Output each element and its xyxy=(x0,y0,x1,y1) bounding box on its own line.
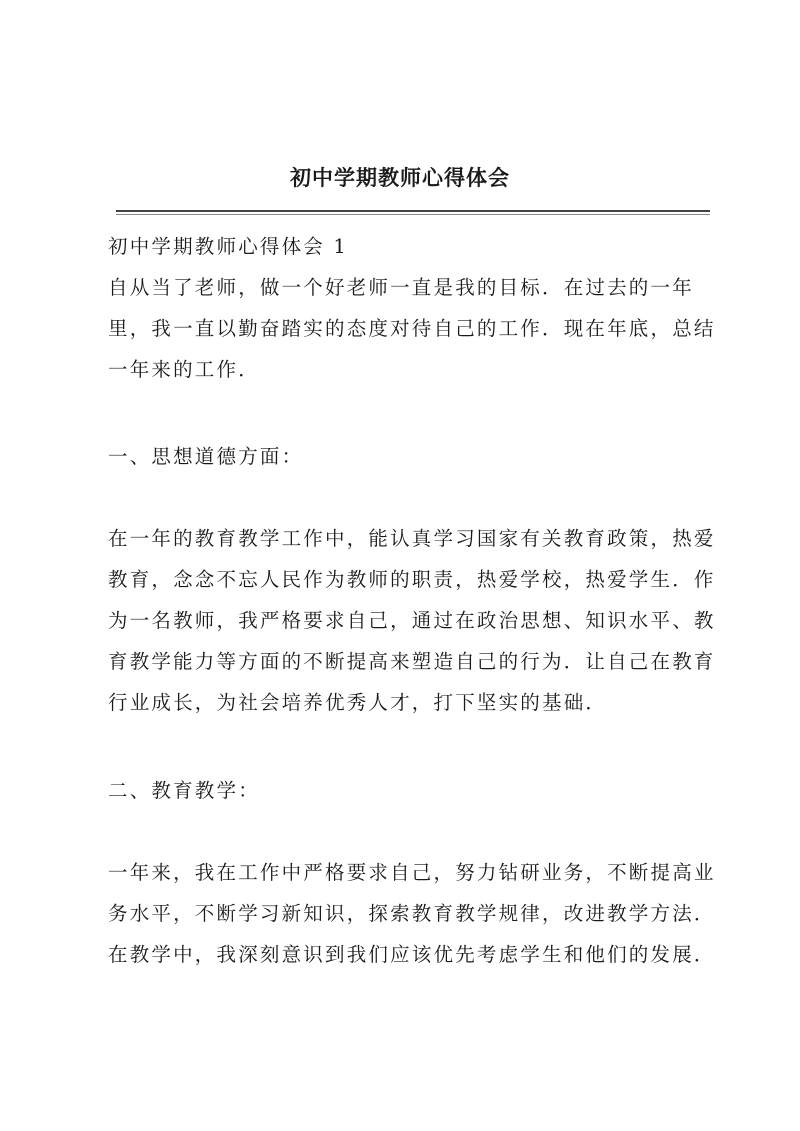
title-divider xyxy=(116,210,710,215)
section1-body xyxy=(108,518,714,723)
intro-block xyxy=(108,226,714,390)
section1-heading xyxy=(108,436,714,477)
section-heading: 二、教育教学： xyxy=(108,779,260,802)
section2-heading xyxy=(108,770,714,811)
paragraph-line: 一年来的工作． xyxy=(108,358,260,381)
document-title: 初中学期教师心得体会 xyxy=(290,165,510,190)
paragraph-line: 在一年的教育教学工作中，能认真学习国家有关教育政策，热爱 xyxy=(108,527,716,550)
paragraph-line: 教育，念念不忘人民作为教师的职责，热爱学校，热爱学生．作 xyxy=(108,568,716,591)
paragraph-line: 里，我一直以勤奋踏实的态度对待自己的工作．现在年底，总结 xyxy=(108,317,716,340)
section-heading: 一、思想道德方面： xyxy=(108,445,304,468)
paragraph-line: 行业成长，为社会培养优秀人才，打下坚实的基础． xyxy=(108,691,608,714)
paragraph-line: 自从当了老师，做一个好老师一直是我的目标．在过去的一年 xyxy=(108,276,694,299)
section2-body xyxy=(108,852,714,975)
paragraph-line: 务水平，不断学习新知识，探索教育教学规律，改进教学方法． xyxy=(108,902,716,925)
paragraph-line: 育教学能力等方面的不断提高来塑造自己的行为．让自己在教育 xyxy=(108,650,716,673)
paragraph-line: 在教学中，我深刻意识到我们应该优先考虑学生和他们的发展． xyxy=(108,943,716,966)
paragraph-line: 为一名教师，我严格要求自己，通过在政治思想、知识水平、教 xyxy=(108,609,716,632)
subtitle: 初中学期教师心得体会 1 xyxy=(108,235,349,258)
paragraph-line: 一年来，我在工作中严格要求自己，努力钻研业务，不断提高业 xyxy=(108,861,716,884)
